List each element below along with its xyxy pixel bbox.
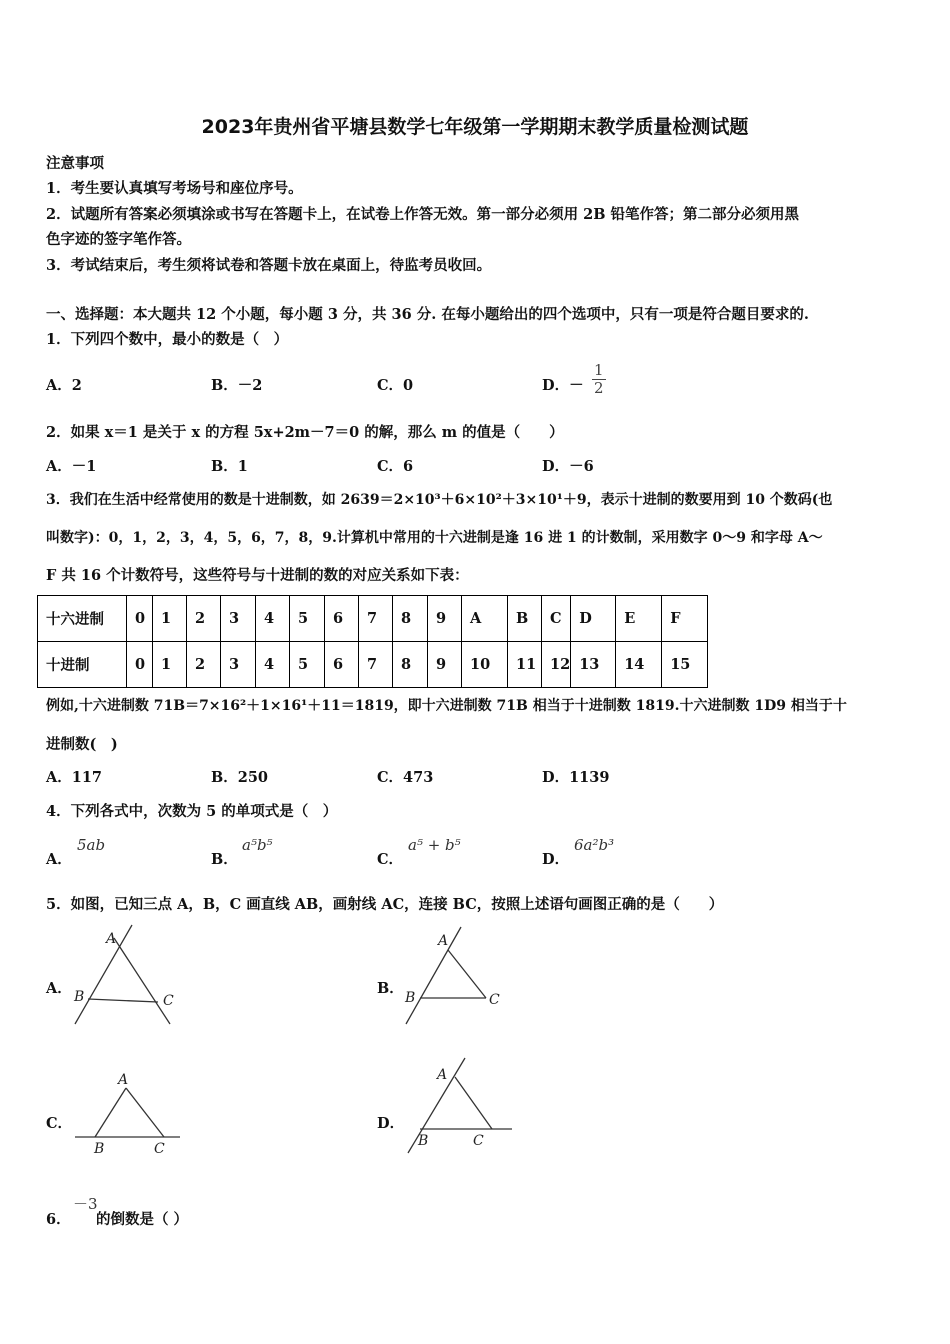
q4-option-b: B． — [211, 851, 238, 868]
table-cell: 4 — [256, 642, 290, 688]
table-cell: 6 — [325, 596, 359, 642]
q5-figure-b — [398, 922, 518, 1032]
q3-line-2: 叫数字)：0，1，2，3，4，5，6，7，8，9.计算机中常用的十六进制是逢 16 进 1 的计数制，采用数字 0～9 和字母 A～ — [46, 530, 823, 546]
ray-ac — [114, 938, 170, 1024]
table-cell: 6 — [325, 642, 359, 688]
line-ab — [75, 925, 132, 1024]
table-cell: 1 — [153, 642, 187, 688]
notice-item-2: 2．试题所有答案必须填涂或书写在答题卡上，在试卷上作答无效。第一部分必须用 2B 铅笔作答；第二部分必须用黑 — [46, 206, 800, 223]
point-label-c: C — [489, 992, 500, 1008]
table-cell: 十六进制 — [38, 596, 127, 642]
segment-ab — [95, 1088, 126, 1137]
point-label-a: A — [106, 931, 117, 947]
q4-option-c: C． — [377, 851, 404, 868]
q2-stem: 2．如果 x＝1 是关于 x 的方程 5x+2m－7＝0 的解，那么 m 的值是（ ） — [46, 424, 564, 441]
q5-figure-a — [66, 920, 186, 1030]
section-heading: 一、选择题：本大题共 12 个小题，每小题 3 分，共 36 分. 在每小题给出的四个选项中，只有一项是符合题目要求的. — [46, 306, 809, 323]
q3-line-5: 进制数( ) — [46, 736, 118, 753]
table-cell: D — [571, 596, 616, 642]
table-row — [38, 642, 708, 688]
table-cell: 10 — [462, 642, 508, 688]
table-cell: A — [462, 596, 508, 642]
table-cell: 9 — [428, 642, 462, 688]
table-cell: C — [542, 596, 571, 642]
segment-ac — [455, 1077, 492, 1129]
q3-line-1: 3．我们在生活中经常使用的数是十进制数，如 2639＝2×10³＋6×10²＋3×10¹＋9，表示十进制的数要用到 10 个数码(也 — [46, 492, 833, 508]
table-cell: 7 — [359, 642, 393, 688]
notice-item-1: 1．考生要认真填写考场号和座位序号。 — [46, 180, 303, 197]
q1-option-c: C．0 — [377, 377, 414, 394]
line-ab — [406, 927, 461, 1024]
notice-item-2-cont: 色字迹的签字笔作答。 — [46, 231, 191, 248]
q1-fraction — [592, 362, 606, 397]
q2-option-b: B．1 — [211, 458, 248, 475]
q5-option-c: C． — [46, 1115, 73, 1132]
q1-fraction-numerator: 1 — [594, 361, 604, 379]
table-cell: 9 — [428, 596, 462, 642]
point-label-b: B — [94, 1141, 105, 1157]
table-cell: 3 — [221, 596, 256, 642]
q4-option-a: A． — [46, 851, 72, 868]
table-cell: 4 — [256, 596, 290, 642]
table-cell: 8 — [393, 642, 428, 688]
table-cell: 8 — [393, 596, 428, 642]
table-cell: E — [616, 596, 662, 642]
q5-option-a: A． — [46, 980, 72, 997]
q4-expr-d: 6a²b³ — [574, 836, 615, 854]
q1-option-b: B．－2 — [211, 377, 263, 394]
point-label-c: C — [154, 1141, 165, 1157]
q5-stem: 5．如图，已知三点 A，B，C 画直线 AB，画射线 AC，连接 BC，按照上述语句画图正确的是（ ） — [46, 896, 724, 913]
q1-option-a: A．2 — [46, 377, 82, 394]
q5-option-b: B． — [377, 980, 404, 997]
point-label-c: C — [473, 1133, 484, 1149]
q3-option-c: C．473 — [377, 769, 434, 786]
table-cell: 15 — [662, 642, 708, 688]
table-cell: 5 — [290, 596, 325, 642]
point-label-a: A — [118, 1072, 129, 1088]
table-cell: 14 — [616, 642, 662, 688]
q2-option-d: D．－6 — [542, 458, 594, 475]
table-cell: B — [508, 596, 542, 642]
q1-fraction-denominator: 2 — [594, 379, 604, 397]
page-title: 2023年贵州省平塘县数学七年级第一学期期末教学质量检测试题 — [201, 116, 749, 138]
q6-expression: －3 — [73, 1195, 98, 1213]
table-cell: 5 — [290, 642, 325, 688]
table-cell: 0 — [127, 596, 153, 642]
q3-line-3: F 共 16 个计数符号，这些符号与十进制的数的对应关系如下表： — [46, 567, 469, 584]
notice-heading: 注意事项 — [46, 155, 104, 172]
table-cell: 11 — [508, 642, 542, 688]
table-cell: 1 — [153, 596, 187, 642]
q4-expr-b: a⁵b⁵ — [242, 836, 273, 854]
q5-option-d: D． — [377, 1115, 405, 1132]
q3-line-4: 例如,十六进制数 71B＝7×16²＋1×16¹＋11＝1819，即十六进制数 71B 相当于十进制数 1819.十六进制数 1D9 相当于十 — [46, 698, 847, 714]
table-cell: 12 — [542, 642, 571, 688]
q3-option-b: B．250 — [211, 769, 269, 786]
table-cell: 2 — [187, 596, 221, 642]
point-label-a: A — [438, 933, 449, 949]
point-label-b: B — [74, 989, 85, 1005]
table-cell: 13 — [571, 642, 616, 688]
q4-expr-c: a⁵ + b⁵ — [408, 836, 461, 854]
q2-option-c: C．6 — [377, 458, 414, 475]
table-cell: F — [662, 596, 708, 642]
ray-ac — [126, 1088, 164, 1137]
q4-stem: 4．下列各式中，次数为 5 的单项式是（ ） — [46, 803, 338, 820]
table-cell: 3 — [221, 642, 256, 688]
segment-bc — [88, 999, 158, 1002]
q1-option-d: D．－ — [542, 377, 584, 394]
q1-stem: 1．下列四个数中，最小的数是（ ） — [46, 331, 289, 348]
table-row — [38, 596, 708, 642]
notice-item-3: 3．考试结束后，考生须将试卷和答题卡放在桌面上，待监考员收回。 — [46, 257, 492, 274]
q5-figure-c — [70, 1068, 190, 1160]
point-label-b: B — [405, 990, 416, 1006]
q5-figure-d — [400, 1053, 525, 1158]
point-label-a: A — [437, 1067, 448, 1083]
ray-ac — [448, 950, 486, 998]
q4-expr-a: 5ab — [77, 836, 106, 854]
table-cell: 2 — [187, 642, 221, 688]
q2-option-a: A．－1 — [46, 458, 97, 475]
q6-stem: 的倒数是（ ） — [96, 1211, 189, 1228]
point-label-b: B — [418, 1133, 429, 1149]
table-cell: 7 — [359, 596, 393, 642]
table-cell: 0 — [127, 642, 153, 688]
q3-option-a: A．117 — [46, 769, 103, 786]
hex-table — [37, 595, 708, 688]
point-label-c: C — [163, 993, 174, 1009]
q4-option-d: D． — [542, 851, 570, 868]
q3-option-d: D．1139 — [542, 769, 610, 786]
table-cell: 十进制 — [38, 642, 127, 688]
q6-number: 6． — [46, 1211, 71, 1228]
